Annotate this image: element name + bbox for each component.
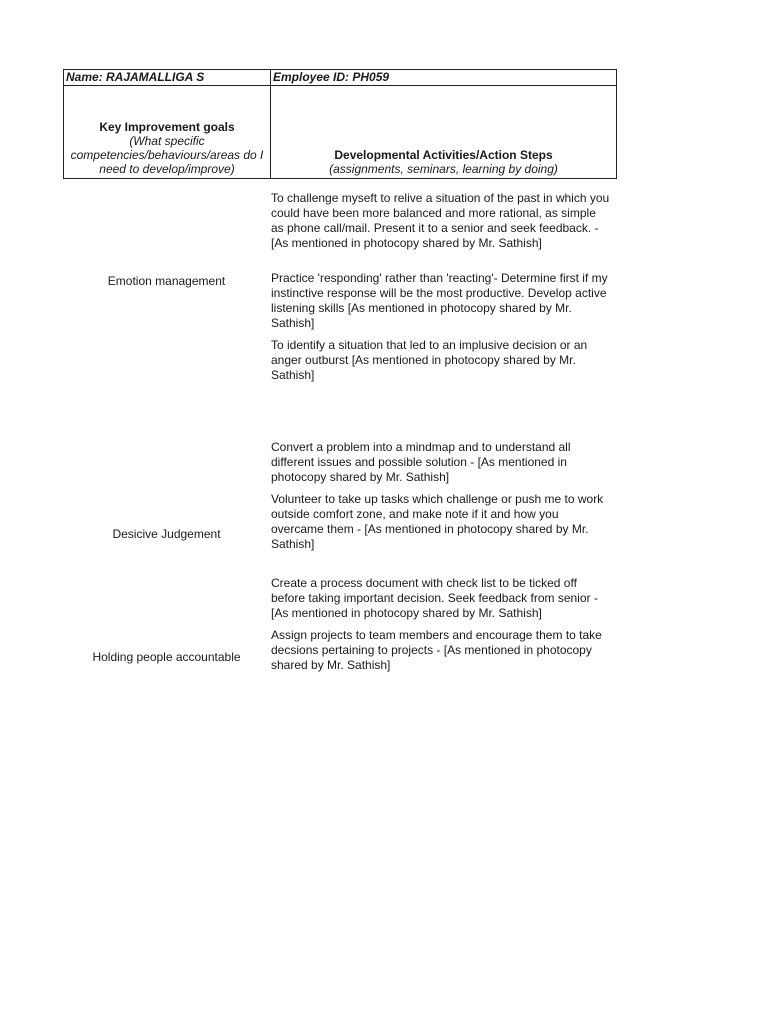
employee-name: Name: RAJAMALLIGA S: [64, 70, 271, 86]
activity-item: To challenge myseft to relive a situation of the past in which you could have been more balanced and more rational, as simple as phone call/mail. Present it to a senior and seek feedback. - [As mentioned in photocopy shared by Mr. Sathish]: [271, 191, 610, 250]
goals-column-header: [64, 86, 271, 179]
activity-item: Assign projects to team members and encourage them to take decsions pertaining to projects - [As mentioned in photocopy shared by Mr. Sathish]: [271, 628, 602, 672]
goals-header-title: Key Improvement goals: [99, 120, 235, 134]
goal-group-emotion: [63, 179, 616, 438]
goal-label: Emotion management: [107, 274, 226, 288]
goal-group-judgement: [63, 440, 616, 574]
goal-label: Desicive Judgement: [112, 527, 221, 541]
development-plan-sheet: [63, 69, 616, 686]
goal-group-accountability: [63, 576, 616, 686]
activity-item: Create a process document with check list to be ticked off before taking important decision. Seek feedback from senior - [As mentioned in photocopy shared by Mr. Sathish]: [271, 576, 598, 620]
activities-header-subtitle: (assignments, seminars, learning by doing): [329, 162, 558, 176]
activity-item: Volunteer to take up tasks which challenge or push me to work outside comfort zone, and make note if it and how you overcame them - [As mentioned in photocopy shared by Mr. Sathish]: [271, 492, 604, 551]
activity-item: Convert a problem into a mindmap and to understand all different issues and possible solution - [As mentioned in photocopy shared by Mr. Sathish]: [271, 440, 571, 484]
goals-header-subtitle: (What specific competencies/behaviours/areas do I need to develop/improve): [70, 134, 264, 176]
goal-label: Holding people accountable: [92, 650, 241, 664]
employee-id: Employee ID: PH059: [271, 70, 617, 86]
activities-header-title: Developmental Activities/Action Steps: [334, 148, 553, 162]
header-table: [63, 69, 617, 179]
activity-item: Practice 'responding' rather than 'reacting'- Determine first if my instinctive response will be the most productive. Develop active listening skills [As mentioned in photocopy shared by Mr. Sathish]: [271, 271, 608, 330]
activities-column-header: [271, 86, 617, 179]
plan-body: [63, 179, 616, 686]
activity-item: To identify a situation that led to an implusive decision or an anger outburst [As mentioned in photocopy shared by Mr. Sathish]: [271, 338, 588, 382]
